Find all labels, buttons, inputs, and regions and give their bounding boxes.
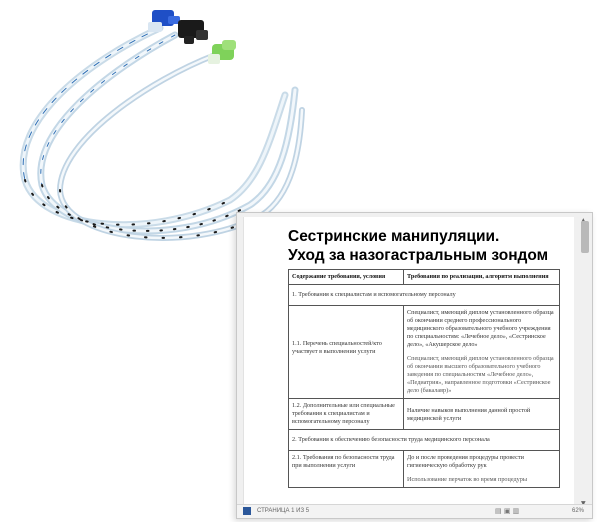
table-row: [289, 399, 560, 430]
table-header-row: [289, 270, 560, 285]
black-connector: [178, 20, 208, 44]
row-requirement: 1.2. Дополнительные или специальные требования к специалистам и вспомогательному персоналу: [289, 399, 404, 430]
table-row: [289, 285, 560, 306]
row-requirement: 1.1. Перечень специальностей/кто участвует в выполнении услуги: [289, 306, 404, 399]
document-page: [243, 217, 574, 507]
green-connector: [208, 40, 236, 64]
blue-connector: [148, 10, 180, 32]
word-document-icon: [243, 507, 251, 515]
table-row: [289, 430, 560, 451]
section-heading: 2. Требования к обеспечению безопасности труда медицинского персонала: [289, 430, 560, 451]
view-mode-icons[interactable]: ▤ ▣ ▥: [495, 507, 520, 515]
row-text: Использование перчаток во время процедуры: [407, 476, 527, 483]
row-requirement: 2.1. Требования по безопасности труда при выполнении услуги: [289, 451, 404, 488]
requirements-table: [288, 269, 560, 488]
row-text: Специалист, имеющий диплом установленного образца об окончании среднего профессионального медицинского образовательного учебного учреждения по специальностям: «Лечебное дело», «Сестринское дело», «Акушерское дело»: [407, 309, 554, 348]
title-line-2: Уход за назогастральным зондом: [288, 247, 549, 264]
row-text: До и после проведения процедуры провести гигиеническую обработку рук: [407, 454, 524, 469]
row-algorithm: [404, 306, 560, 399]
vertical-scrollbar[interactable]: [580, 217, 590, 507]
table-row: [289, 306, 560, 399]
scroll-thumb[interactable]: [581, 221, 589, 253]
document-title: [288, 227, 568, 265]
header-algorithm: Требования по реализации, алгоритм выполнения: [404, 270, 560, 285]
tube-2-core: [41, 35, 295, 231]
row-algorithm: Наличие навыков выполнения данной простой медицинской услуги: [404, 399, 560, 430]
zoom-level[interactable]: 62%: [571, 508, 584, 514]
section-heading: 1. Требования к специалистам и вспомогательному персоналу: [289, 285, 560, 306]
row-algorithm: [404, 451, 560, 488]
title-line-1: Сестринские манипуляции.: [288, 228, 500, 245]
row-text: Специалист, имеющий диплом установленного образца об окончании высшего образовательного учебного заведения по специальностям «Лечебное дело», «Педиатрия», направленное подготовки «Сестринское дело (бакалавр)»: [407, 355, 554, 394]
page-count-status[interactable]: СТРАНИЦА 1 ИЗ 5: [257, 508, 310, 514]
status-bar: [237, 504, 592, 518]
header-requirement: Содержание требования, условия: [289, 270, 404, 285]
table-row: [289, 451, 560, 488]
document-viewer: [236, 212, 593, 519]
